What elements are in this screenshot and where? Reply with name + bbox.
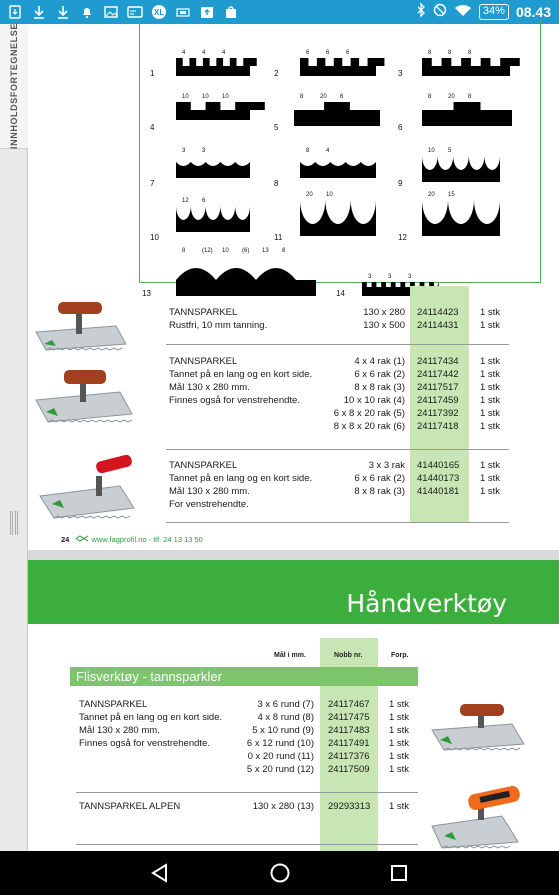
product-2-codes <box>417 355 459 433</box>
qty-cell: 1 stk <box>480 460 501 471</box>
qty-cell: 1 stk <box>480 473 501 484</box>
product-5-codes <box>328 800 370 813</box>
home-circle-icon <box>269 862 291 884</box>
product-3-sizes <box>333 459 405 498</box>
dimension-label: 6 <box>326 50 330 56</box>
size-cell: 4 x 4 rak (1) <box>354 356 405 367</box>
product-4-sizes <box>224 698 314 776</box>
product-title: TANNSPARKEL <box>169 307 238 318</box>
dimension-label: 3 <box>182 148 186 154</box>
category-bar: Flisverktøy - tannsparkler <box>70 667 418 686</box>
dimension-label: 10 <box>182 94 189 100</box>
back-triangle-icon <box>150 863 170 883</box>
dimension-label: 10 <box>222 248 229 254</box>
product-3-qty <box>480 459 500 498</box>
card-icon <box>126 3 144 21</box>
dimension-label: 3 <box>368 274 372 280</box>
product-2-description <box>169 355 312 407</box>
download-icon <box>54 3 72 21</box>
row-separator <box>166 522 509 523</box>
download-manager-icon <box>6 3 24 21</box>
code-cell: 24114423 <box>417 307 459 318</box>
profile-number: 6 <box>398 123 403 132</box>
row-separator <box>166 344 509 345</box>
dimension-label: 12 <box>182 198 189 204</box>
dimension-label: 6 <box>346 50 350 56</box>
product-detail: Tannet på en lang og en kort side. <box>79 712 223 723</box>
profile-shape <box>300 200 376 236</box>
product-detail: Finnes også for venstrehendte. <box>169 395 300 406</box>
profiles-svg <box>140 20 542 298</box>
dimension-label: 5 <box>448 148 452 154</box>
product-4-codes <box>328 698 370 776</box>
product-detail: Mål 130 x 280 mm. <box>169 486 250 497</box>
product-detail: Finnes også for venstrehendte. <box>79 738 210 749</box>
trowel-image <box>34 298 130 357</box>
dimension-label: 20 <box>306 192 313 198</box>
dimension-label: 8 <box>428 94 432 100</box>
product-detail: Rustfri, 10 mm tanning. <box>169 320 268 331</box>
dimension-label: 8 <box>468 50 472 56</box>
dimension-label: (12) <box>202 248 213 254</box>
battery-indicator: 34% <box>479 4 509 20</box>
download-icon <box>30 3 48 21</box>
product-title: TANNSPARKEL <box>79 699 148 710</box>
product-detail: Tannet på en lang og en kort side. <box>169 473 313 484</box>
dimension-label: 20 <box>320 94 327 100</box>
product-5-description <box>79 800 180 813</box>
profile-number: 5 <box>274 123 279 132</box>
code-cell: 24114431 <box>417 320 459 331</box>
dimension-label: 20 <box>428 192 435 198</box>
back-button[interactable] <box>148 861 172 885</box>
size-cell: 8 x 8 rak (3) <box>354 382 405 393</box>
row-separator <box>76 792 418 793</box>
size-cell: 6 x 6 rak (2) <box>354 369 405 380</box>
product-detail: Tannet på en lang og en kort side. <box>169 369 313 380</box>
qty-cell: 1 stk <box>480 408 501 419</box>
product-detail: Mål 130 x 280 mm. <box>79 725 160 736</box>
recents-button[interactable] <box>387 861 411 885</box>
size-cell: 8 x 8 x 20 rak (6) <box>333 421 405 432</box>
profile-shape <box>300 162 376 178</box>
dimension-label: 8 <box>468 94 472 100</box>
dimension-label: 8 <box>300 94 304 100</box>
qty-cell: 1 stk <box>389 712 410 723</box>
code-cell: 24117517 <box>417 382 459 393</box>
qty-cell: 1 stk <box>480 395 501 406</box>
page-gap <box>28 550 559 560</box>
qty-cell: 1 stk <box>389 738 410 749</box>
profile-number: 7 <box>150 179 155 188</box>
dimension-label: 8 <box>428 50 432 56</box>
trowel-image <box>430 700 526 761</box>
code-cell: 24117483 <box>328 725 370 736</box>
dimension-label: 10 <box>428 148 435 154</box>
product-1-sizes <box>333 306 405 332</box>
product-5-qty <box>389 800 409 813</box>
profile-number: 12 <box>398 233 407 242</box>
profile-number: 2 <box>274 69 279 78</box>
dimension-label: (6) <box>242 248 250 254</box>
code-cell: 24117475 <box>328 712 370 723</box>
document-sidebar <box>0 24 28 851</box>
size-cell: 10 x 10 rak (4) <box>343 395 405 406</box>
qty-cell: 1 stk <box>480 307 501 318</box>
dimension-label: 4 <box>202 50 206 56</box>
profile-shape <box>422 102 512 126</box>
product-title: TANNSPARKEL <box>169 356 238 367</box>
dimension-label: 8 <box>182 248 186 254</box>
profile-number: 13 <box>142 289 151 298</box>
code-cell: 24117491 <box>328 738 370 749</box>
profile-shape <box>176 58 257 76</box>
product-1-description <box>169 306 267 332</box>
size-column-header: Mål i mm. <box>274 652 306 659</box>
dimension-label: 8 <box>306 148 310 154</box>
profile-number: 3 <box>398 69 403 78</box>
size-cell: 4 x 8 rund (8) <box>257 712 314 723</box>
dimension-label: 4 <box>222 50 226 56</box>
profile-number: 10 <box>150 233 159 242</box>
table-of-contents-label: INNHOLDSFORTEGNELSE <box>9 23 19 149</box>
document-page[interactable] <box>28 24 559 851</box>
profile-shape <box>422 156 500 182</box>
size-cell: 6 x 8 x 20 rak (5) <box>333 408 405 419</box>
qty-cell: 1 stk <box>389 751 410 762</box>
code-cell: 24117467 <box>328 699 370 710</box>
dimension-label: 3 <box>388 274 392 280</box>
row-separator <box>76 844 418 845</box>
trowel-image <box>34 364 134 431</box>
dimension-label: 8 <box>448 50 452 56</box>
code-cell: 41440181 <box>417 486 460 497</box>
table-of-contents-tab[interactable] <box>0 24 28 149</box>
page-number: 24 <box>61 535 70 544</box>
bluetooth-icon <box>416 3 426 20</box>
code-cell: 24117509 <box>328 764 370 775</box>
dimension-label: 10 <box>202 94 209 100</box>
drag-handle-icon[interactable] <box>10 511 18 535</box>
dimension-label: 6 <box>306 50 310 56</box>
size-cell: 130 x 280 <box>363 307 405 318</box>
product-2-qty <box>480 355 500 433</box>
size-cell: 5 x 20 rund (12) <box>246 764 314 775</box>
size-cell: 130 x 500 <box>363 320 405 331</box>
footer-link[interactable]: www.fagprofil.no - tlf. 24 13 13 50 <box>91 535 203 544</box>
profile-shape <box>294 102 380 126</box>
dimension-label: 6 <box>340 94 344 100</box>
qty-cell: 1 stk <box>480 369 501 380</box>
size-cell: 6 x 6 rak (2) <box>354 473 405 484</box>
size-cell: 130 x 280 (13) <box>252 801 314 812</box>
qty-cell: 1 stk <box>480 382 501 393</box>
home-button[interactable] <box>268 861 292 885</box>
qty-cell: 1 stk <box>480 421 501 432</box>
dimension-label: 4 <box>326 148 330 154</box>
dimension-label: 4 <box>182 50 186 56</box>
qty-cell: 1 stk <box>480 486 501 497</box>
dimension-label: 6 <box>202 198 206 204</box>
code-cell: 24117434 <box>417 356 459 367</box>
do-not-disturb-icon <box>433 3 447 20</box>
product-title: TANNSPARKEL ALPEN <box>79 801 181 812</box>
size-cell: 3 x 6 rund (7) <box>257 699 314 710</box>
code-cell: 41440165 <box>417 460 460 471</box>
device-icon <box>174 3 192 21</box>
fagprofil-logo-icon <box>75 535 89 542</box>
section-title: Håndverktøy <box>346 589 507 618</box>
dimension-label: 20 <box>448 94 455 100</box>
system-indicators <box>416 3 551 20</box>
dimension-label: 3 <box>408 274 412 280</box>
product-1-codes <box>417 306 459 332</box>
code-cell: 24117418 <box>417 421 459 432</box>
product-5-sizes <box>224 800 314 813</box>
upload-icon <box>198 3 216 21</box>
code-cell: 29293313 <box>328 801 371 812</box>
recents-square-icon <box>389 863 409 883</box>
product-4-description <box>79 698 222 750</box>
navigation-bar <box>0 851 559 895</box>
dimension-label: 3 <box>202 148 206 154</box>
product-detail: For venstrehendte. <box>169 499 249 510</box>
dimension-label: 8 <box>282 248 286 254</box>
xl-icon <box>150 3 168 21</box>
product-title: TANNSPARKEL <box>169 460 238 471</box>
size-cell: 0 x 20 rund (11) <box>247 751 314 762</box>
qty-cell: 1 stk <box>480 320 501 331</box>
page-footer <box>61 535 203 544</box>
profile-shape <box>176 268 316 296</box>
code-cell: 24117376 <box>328 751 370 762</box>
profile-shape <box>176 206 250 232</box>
profile-shape <box>422 200 500 236</box>
product-1-qty <box>480 306 500 332</box>
trowel-image <box>36 452 136 525</box>
product-3-description <box>169 459 312 511</box>
product-2-sizes <box>313 355 405 433</box>
code-cell: 24117459 <box>417 395 459 406</box>
notification-bell-icon <box>78 3 96 21</box>
profile-number: 1 <box>150 69 155 78</box>
profile-shape <box>176 102 265 120</box>
qty-column-header: Forp. <box>391 652 409 659</box>
profile-shape <box>422 58 520 76</box>
code-cell: 24117392 <box>417 408 459 419</box>
code-column-header: Nobb nr. <box>334 652 363 659</box>
profile-shape <box>176 162 250 178</box>
qty-cell: 1 stk <box>389 764 410 775</box>
svg-text:XL: XL <box>154 8 165 17</box>
product-detail: Mål 130 x 280 mm. <box>169 382 250 393</box>
dimension-label: 15 <box>448 192 455 198</box>
profile-shape <box>300 58 384 76</box>
gallery-icon <box>102 3 120 21</box>
size-cell: 6 x 12 rund (10) <box>246 738 314 749</box>
wifi-icon <box>454 3 472 20</box>
qty-cell: 1 stk <box>389 801 410 812</box>
tooth-profiles-diagram <box>139 20 541 298</box>
qty-cell: 1 stk <box>389 725 410 736</box>
row-separator <box>166 449 509 450</box>
size-cell: 5 x 10 rund (9) <box>252 725 314 736</box>
clock: 08.43 <box>515 3 551 20</box>
dimension-label: 10 <box>222 94 229 100</box>
dimension-label: 10 <box>326 192 333 198</box>
profile-number: 8 <box>274 179 279 188</box>
code-cell: 41440173 <box>417 473 460 484</box>
profile-number: 4 <box>150 123 155 132</box>
notification-icons <box>6 3 240 21</box>
product-4-qty <box>389 698 409 776</box>
size-cell: 8 x 8 rak (3) <box>354 486 405 497</box>
trowel-image <box>432 786 528 853</box>
code-cell: 24117442 <box>417 369 459 380</box>
profile-number: 11 <box>274 233 283 242</box>
dimension-label: 13 <box>262 248 269 254</box>
size-cell: 3 x 3 rak <box>368 460 405 471</box>
profile-number: 14 <box>336 289 345 298</box>
bag-icon <box>222 3 240 21</box>
qty-cell: 1 stk <box>480 356 501 367</box>
profile-number: 9 <box>398 179 403 188</box>
product-3-codes <box>417 459 459 498</box>
qty-cell: 1 stk <box>389 699 410 710</box>
